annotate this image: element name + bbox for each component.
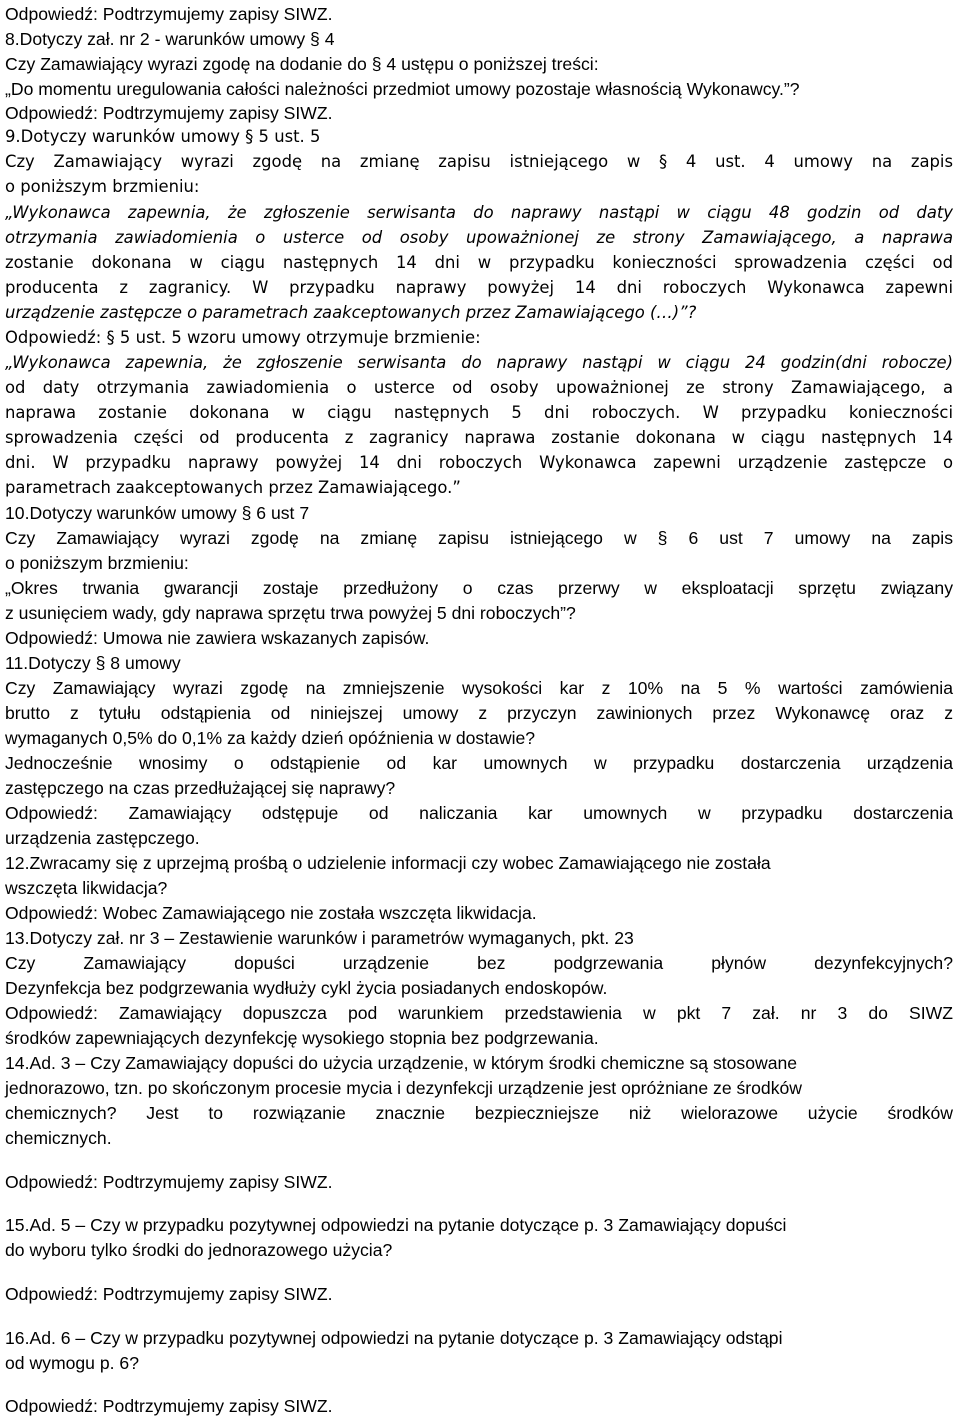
text-line: wszczęta likwidacja? <box>5 878 168 898</box>
text-line: Odpowiedź: Zamawiający odstępuje od naliczania kar umownych w przypadku dostarczenia <box>5 803 953 823</box>
text-line: Odpowiedź: § 5 ust. 5 wzoru umowy otrzymuje brzmienie: <box>5 328 481 347</box>
text-line: Czy Zamawiający wyrazi zgodę na dodanie do § 4 ustępu o poniższej treści: <box>5 54 599 74</box>
text-line: sprowadzenia części od producenta z zagranicy naprawa zostanie dokonana w ciągu następnych 14 <box>5 428 953 447</box>
text-line: Dezynfekcja bez podgrzewania wydłuży cykl życia posiadanych endoskopów. <box>5 978 608 998</box>
text-line: 11.Dotyczy § 8 umowy <box>5 653 181 673</box>
text-line: 10.Dotyczy warunków umowy § 6 ust 7 <box>5 503 310 523</box>
text-line: naprawa zostanie dokonana w ciągu następnych 5 dni roboczych. W przypadku konieczności <box>5 403 953 422</box>
text-line: Odpowiedź: Podtrzymujemy zapisy SIWZ. <box>5 1284 333 1304</box>
text-line: Czy Zamawiający wyrazi zgodę na zmianę zapisu istniejącego w § 6 ust 7 umowy na zapis <box>5 528 953 548</box>
text-line: parametrach zaakceptowanych przez Zamawiającego.” <box>5 478 461 497</box>
text-line: otrzymania zawiadomienia o usterce od osoby upoważnionej ze strony Zamawiającego, a naprawa <box>5 228 953 247</box>
text-line: 16.Ad. 6 – Czy w przypadku pozytywnej odpowiedzi na pytanie dotyczące p. 3 Zamawiający odstąpi <box>5 1328 783 1348</box>
text-line: Czy Zamawiający dopuści urządzenie bez podgrzewania płynów dezynfekcyjnych? <box>5 953 953 973</box>
text-line: chemicznych? Jest to rozwiązanie znacznie bezpieczniejsze niż wielorazowe użycie środków <box>5 1103 953 1123</box>
text-line: Odpowiedź: Wobec Zamawiającego nie została wszczęta likwidacja. <box>5 903 537 923</box>
text-line: Czy Zamawiający wyrazi zgodę na zmianę zapisu istniejącego w § 4 ust. 4 umowy na zapis <box>5 152 953 171</box>
text-line: wymaganych 0,5% do 0,1% za każdy dzień opóźnienia w dostawie? <box>5 728 536 748</box>
text-line: Odpowiedź: Podtrzymujemy zapisy SIWZ. <box>5 103 333 123</box>
text-line: urządzenia zastępczego. <box>5 828 200 848</box>
text-line: brutto z tytułu odstąpienia od niniejszej umowy z przyczyn zawinionych przez Wykonawcę oraz z <box>5 703 953 723</box>
text-line: zastępczego na czas przedłużającej się naprawy? <box>5 778 396 798</box>
text-line: zostanie dokonana w ciągu następnych 14 dni w przypadku konieczności sprowadzenia części od <box>5 253 953 272</box>
text-line: o poniższym brzmieniu: <box>5 177 200 196</box>
text-line: Odpowiedź: Podtrzymujemy zapisy SIWZ. <box>5 1172 333 1192</box>
text-line: Jednocześnie wnosimy o odstąpienie od kar umownych w przypadku dostarczenia urządzenia <box>5 753 953 773</box>
text-line: jednorazowo, tzn. po skończonym procesie mycia i dezynfekcji urządzenie jest opróżniane ze środków <box>5 1078 803 1098</box>
text-line: 12.Zwracamy się z uprzejmą prośbą o udzielenie informacji czy wobec Zamawiającego nie została <box>5 853 771 873</box>
text-line: z usunięciem wady, gdy naprawa sprzętu trwa powyżej 5 dni roboczych”? <box>5 603 576 623</box>
text-line: 9.Dotyczy warunków umowy § 5 ust. 5 <box>5 127 321 146</box>
text-line: urządzenie zastępcze o parametrach zaakceptowanych przez Zamawiającego (…)”? <box>5 303 697 322</box>
text-line: 13.Dotyczy zał. nr 3 – Zestawienie warunków i parametrów wymaganych, pkt. 23 <box>5 928 634 948</box>
text-line: „Okres trwania gwarancji zostaje przedłużony o czas przerwy w eksploatacji sprzętu związany <box>5 578 953 598</box>
text-line: Odpowiedź: Zamawiający dopuszcza pod warunkiem przedstawienia w pkt 7 zał. nr 3 do SIWZ <box>5 1003 953 1023</box>
text-line: Odpowiedź: Podtrzymujemy zapisy SIWZ. <box>5 4 333 24</box>
text-line: od daty otrzymania zawiadomienia o usterce od osoby upoważnionej ze strony Zamawiającego, a <box>5 378 953 397</box>
text-line: „Wykonawca zapewnia, że zgłoszenie serwisanta do naprawy nastąpi w ciągu 24 godzin(dni robocze) <box>5 353 953 372</box>
text-line: dni. W przypadku naprawy powyżej 14 dni roboczych Wykonawca zapewni urządzenie zastępcze o <box>5 453 953 472</box>
text-line: Odpowiedź: Umowa nie zawiera wskazanych zapisów. <box>5 628 430 648</box>
text-line: od wymogu p. 6? <box>5 1353 139 1373</box>
text-line: 8.Dotyczy zał. nr 2 - warunków umowy § 4 <box>5 29 335 49</box>
text-line: Czy Zamawiający wyrazi zgodę na zmniejszenie wysokości kar z 10% na 5 % wartości zamówienia <box>5 678 953 698</box>
text-line: 14.Ad. 3 – Czy Zamawiający dopuści do użycia urządzenie, w którym środki chemiczne są stosowane <box>5 1053 798 1073</box>
text-line: producenta z zagranicy. W przypadku naprawy powyżej 14 dni roboczych Wykonawca zapewni <box>5 278 953 297</box>
text-line: o poniższym brzmieniu: <box>5 553 189 573</box>
text-line: środków zapewniających dezynfekcję wysokiego stopnia bez podgrzewania. <box>5 1028 599 1048</box>
text-line: „Wykonawca zapewnia, że zgłoszenie serwisanta do naprawy nastąpi w ciągu 48 godzin od daty <box>5 203 953 222</box>
text-line: chemicznych. <box>5 1128 112 1148</box>
text-line: 15.Ad. 5 – Czy w przypadku pozytywnej odpowiedzi na pytanie dotyczące p. 3 Zamawiający dopuści <box>5 1215 787 1235</box>
text-line: Odpowiedź: Podtrzymujemy zapisy SIWZ. <box>5 1396 333 1416</box>
text-line: „Do momentu uregulowania całości należności przedmiot umowy pozostaje własnością Wykonawcy.”? <box>5 79 800 99</box>
text-line: do wyboru tylko środki do jednorazowego użycia? <box>5 1240 393 1260</box>
